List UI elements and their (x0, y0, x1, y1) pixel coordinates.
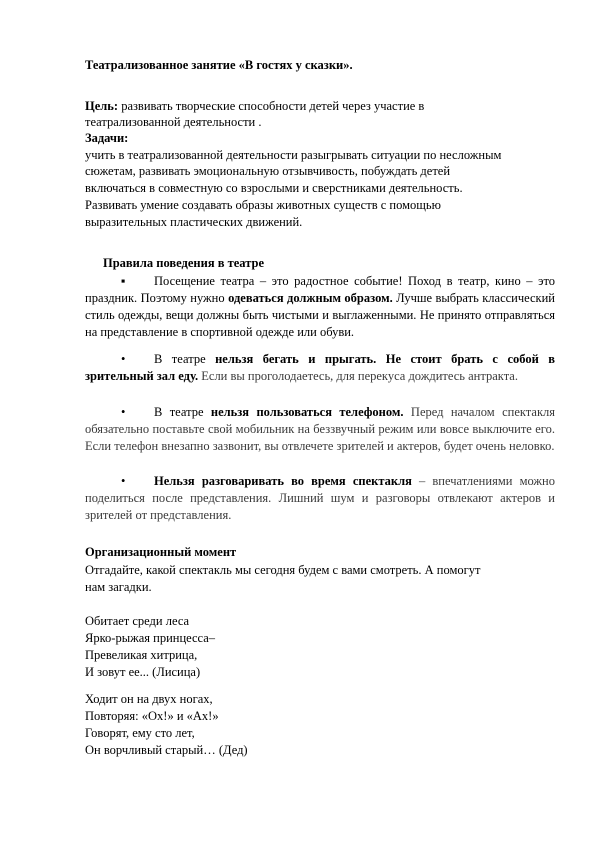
goal-label: Цель: (85, 99, 119, 113)
rules-heading: Правила поведения в театре (103, 256, 264, 270)
riddle-2-line: Говорят, ему сто лет, (85, 726, 195, 740)
tasks-label: Задачи: (85, 131, 129, 145)
square-bullet-icon: ▪ (121, 274, 126, 288)
rule-2-bold: нельзя бегать и прыгать. Не стоит брать с собой в зрительный зал еду. (85, 352, 556, 383)
goal-line-2: театрализованной деятельности . (85, 115, 262, 129)
rule-2-text-b: Если вы проголодаетесь, для перекуса дождитесь антракта. (198, 369, 518, 383)
rule-3-bold: нельзя пользоваться телефоном. (210, 405, 404, 419)
goal-text-1: развивать творческие способности детей через участие в (118, 99, 425, 113)
goal-line-1 (85, 99, 424, 114)
rule-1-bold: одеваться должным образом. (228, 291, 393, 305)
rule-2 (85, 351, 555, 385)
rule-1-text-a: Посещение театра – это радостное событие! Поход в театр, кино – это праздник. Поэтому нужно (85, 274, 555, 305)
round-bullet-icon: • (121, 352, 126, 366)
tasks-line: учить в театрализованной деятельности разыгрывать ситуации по несложным (85, 148, 502, 162)
rule-3 (85, 404, 555, 455)
rule-4-bold: Нельзя разговаривать во время спектакля (154, 474, 412, 488)
riddle-1-line: И зовут ее... (Лисица) (85, 665, 201, 679)
riddle-1-line: Превеликая хитрица, (85, 648, 198, 662)
org-line-2: нам загадки. (85, 580, 152, 594)
round-bullet-icon: • (121, 474, 126, 488)
rule-3-text-a: В театре (154, 405, 211, 419)
riddle-1-line: Ярко-рыжая принцесса– (85, 631, 216, 645)
rule-1 (85, 273, 555, 341)
rule-1-text-b: Лучше выбрать классический стиль одежды, вещи должны быть чистыми и выглаженными. Не принято отправляться на представление в спортивной одежде или обуви. (85, 291, 555, 339)
rule-3-text-b: Перед началом спектакля обязательно поставьте свой мобильник на беззвучный режим или вовсе выключите его. Если телефон внезапно зазвонит, вы отвлечете зрителей и актеров, будет очень неловко. (85, 405, 556, 453)
rule-2-text-a: В театре (154, 352, 216, 366)
riddle-2-line: Он ворчливый старый… (Дед) (85, 743, 248, 757)
riddle-2-line: Повторяя: «Ох!» и «Ах!» (85, 709, 219, 723)
org-heading: Организационный момент (85, 545, 237, 559)
tasks-line: выразительных пластических движений. (85, 215, 303, 229)
tasks-line: сюжетам, развивать эмоциональную отзывчивость, побуждать детей (85, 164, 451, 178)
tasks-line: включаться в совместную со взрослыми и сверстниками деятельность. (85, 181, 463, 195)
round-bullet-icon: • (121, 405, 126, 419)
tasks-line: Развивать умение создавать образы животных существ с помощью (85, 198, 441, 212)
rule-4-text-b: – впечатлениями можно поделиться после представления. Лишний шум и разговоры отвлекают актеров и зрителей от представления. (85, 474, 555, 522)
org-line-1: Отгадайте, какой спектакль мы сегодня будем с вами смотреть. А помогут (85, 563, 481, 577)
document-title: Театрализованное занятие «В гостях у сказки». (85, 58, 353, 72)
rule-4 (85, 473, 555, 524)
riddle-1-line: Обитает среди леса (85, 614, 190, 628)
riddle-2-line: Ходит он на двух ногах, (85, 692, 213, 706)
